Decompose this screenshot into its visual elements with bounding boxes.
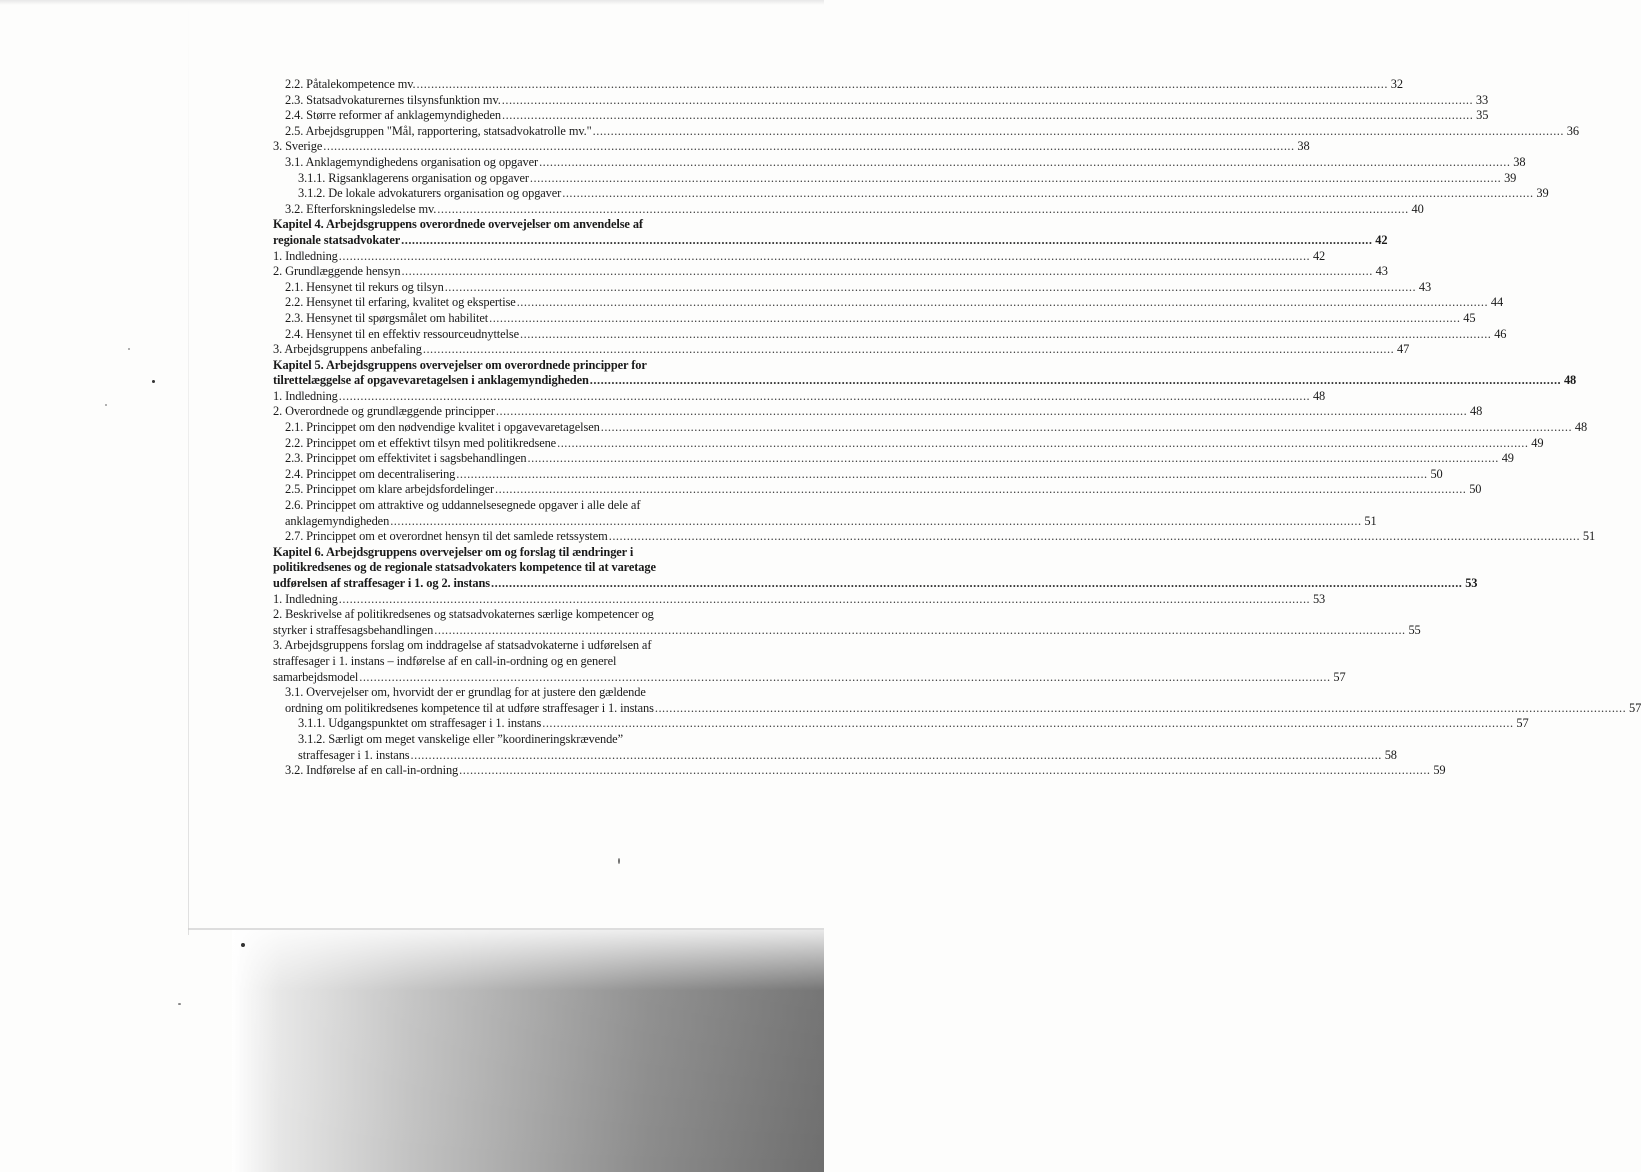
toc-dot-leader	[528, 451, 1499, 467]
toc-entry-title: 3.2. Indførelse af en call-in-ordning	[285, 763, 459, 778]
toc-dot-leader	[557, 436, 1528, 452]
toc-entry[interactable]	[273, 77, 1403, 93]
toc-entry-title: 2.1. Princippet om den nødvendige kvalitet i opgavevaretagelsen	[285, 420, 600, 435]
toc-dot-leader	[601, 420, 1572, 436]
toc-entry-title: 2.2. Påtalekompetence mv.	[285, 77, 416, 91]
toc-entry-title: 2.1. Hensynet til rekurs og tilsyn	[285, 279, 444, 294]
toc-dot-leader	[590, 373, 1561, 389]
scan-speck	[105, 404, 107, 406]
scan-top-edge	[0, 0, 824, 5]
toc-chapter-entry[interactable]	[273, 217, 1388, 248]
toc-entry-title: udførelsen af straffesager i 1. og 2. instans	[273, 576, 491, 590]
toc-page-number: 59	[1433, 763, 1446, 778]
toc-dot-leader	[456, 467, 1427, 483]
toc-page-number: 42	[1375, 232, 1388, 247]
toc-page-number: 57	[1516, 716, 1529, 731]
scan-speck	[152, 380, 155, 383]
toc-dot-leader	[411, 748, 1382, 764]
toc-page-number: 49	[1531, 435, 1544, 450]
toc-entry[interactable]	[273, 420, 1588, 436]
toc-page-number: 50	[1469, 482, 1482, 497]
toc-entry[interactable]	[273, 498, 1377, 529]
toc-entry-title: 3. Sverige	[273, 139, 323, 154]
toc-entry-title: 2.5. Arbejdsgruppen "Mål, rapportering, statsadvokatrolle mv."	[285, 123, 592, 138]
toc-page-number: 49	[1501, 451, 1514, 466]
toc-page-number: 51	[1364, 513, 1377, 528]
toc-entry-title: 2.4. Større reformer af anklagemyndigheden	[285, 108, 501, 123]
toc-page-number: 42	[1312, 248, 1326, 263]
toc-page-number: 48	[1312, 388, 1326, 403]
toc-entry[interactable]	[273, 763, 1446, 779]
toc-entry-title: 2.4. Princippet om decentralisering	[285, 466, 456, 481]
toc-entry[interactable]	[273, 326, 1507, 343]
scan-speck	[178, 1003, 181, 1005]
toc-dot-leader	[496, 404, 1467, 420]
toc-entry-title: 2.2. Princippet om et effektivt tilsyn med politikredsene	[285, 435, 557, 450]
toc-page-number: 55	[1408, 622, 1421, 637]
toc-entry-title-line: Kapitel 5. Arbejdsgruppens overvejelser om overordnede principper for	[273, 357, 647, 372]
toc-dot-leader	[323, 139, 1294, 155]
toc-entry-title-line: Kapitel 6. Arbejdsgruppens overvejelser om og forslag til ændringer i	[273, 544, 634, 559]
toc-chapter-entry[interactable]	[273, 544, 1478, 592]
toc-entry[interactable]	[273, 607, 1421, 638]
toc-page-number: 40	[1411, 201, 1424, 216]
toc-entry[interactable]	[273, 139, 1310, 155]
toc-page-number: 32	[1390, 77, 1403, 91]
toc-entry-title: straffesager i 1. instans	[298, 747, 410, 762]
toc-page-number: 43	[1375, 264, 1388, 279]
toc-entry-title: 3.2. Efterforskningsledelse mv.	[285, 201, 437, 216]
toc-entry-title: 2. Overordnede og grundlæggende principper	[273, 404, 495, 419]
toc-entry[interactable]	[273, 186, 1549, 202]
toc-page-number: 46	[1494, 326, 1507, 341]
toc-entry[interactable]	[273, 201, 1424, 218]
toc-dot-leader	[390, 514, 1361, 530]
toc-dot-leader	[542, 716, 1513, 732]
toc-entry[interactable]	[273, 170, 1517, 187]
toc-entry-title: styrker i straffesagsbehandlingen	[273, 622, 434, 637]
toc-dot-leader	[495, 482, 1466, 498]
toc-entry[interactable]	[273, 295, 1504, 311]
toc-entry-title: anklagemyndigheden	[285, 513, 390, 528]
toc-entry[interactable]	[273, 264, 1388, 280]
paper-edge	[188, 0, 189, 935]
scan-speck	[618, 858, 620, 864]
toc-entry-title: tilrettelæggelse af opgavevaretagelsen i anklagemyndigheden	[273, 373, 589, 388]
toc-entry-title: 2. Grundlæggende hensyn	[273, 264, 401, 279]
toc-entry-title: 2.5. Princippet om klare arbejdsfordelinger	[285, 482, 495, 497]
toc-entry[interactable]	[273, 154, 1526, 171]
toc-dot-leader	[401, 233, 1372, 249]
toc-dot-leader	[459, 763, 1430, 779]
toc-dot-leader	[517, 295, 1488, 311]
toc-dot-leader	[437, 202, 1408, 218]
toc-dot-leader	[609, 529, 1580, 545]
toc-dot-leader	[539, 155, 1510, 171]
toc-dot-leader	[502, 93, 1473, 109]
toc-page-number: 38	[1297, 139, 1310, 154]
toc-entry-title: 3. Arbejdsgruppens anbefaling	[273, 342, 422, 357]
toc-entry[interactable]	[273, 451, 1514, 467]
scan-speck	[128, 348, 130, 350]
toc-page-number: 53	[1465, 576, 1478, 590]
toc-dot-leader	[593, 124, 1564, 140]
toc-entry-title-line: 3.1.2. Særligt om meget vanskelige eller ”koordineringskrævende”	[298, 731, 623, 746]
toc-entry[interactable]	[273, 466, 1443, 483]
toc-entry-title: 3.1.1. Udgangspunktet om straffesager i 1. instans	[298, 716, 542, 731]
toc-chapter-entry[interactable]	[273, 357, 1577, 389]
table-of-contents	[273, 77, 1641, 779]
toc-entry-title-line: 3.1. Overvejelser om, hvorvidt der er grundlag for at justere den gældende	[285, 685, 646, 700]
toc-entry[interactable]	[273, 685, 1641, 716]
toc-entry-title: 3.1.1. Rigsanklagerens organisation og opgaver	[298, 170, 529, 185]
toc-page-number: 48	[1470, 404, 1483, 419]
toc-entry[interactable]	[273, 435, 1544, 452]
toc-entry-title-line: 3. Arbejdsgruppens forslag om inddragelse af statsadvokaterne i udførelsen af	[273, 638, 652, 653]
toc-entry-title: 2.4. Hensynet til en effektiv ressourceudnyttelse	[285, 326, 520, 341]
toc-entry-title: regionale statsadvokater	[273, 232, 401, 247]
scan-speck	[241, 943, 245, 947]
toc-dot-leader	[434, 623, 1405, 639]
toc-entry-title: 3.1. Anklagemyndighedens organisation og opgaver	[285, 154, 539, 169]
toc-entry[interactable]	[273, 310, 1476, 327]
toc-page-number: 57	[1629, 700, 1641, 715]
toc-page-number: 39	[1536, 186, 1549, 201]
toc-entry[interactable]	[273, 123, 1579, 140]
toc-dot-leader	[489, 311, 1460, 327]
toc-dot-leader	[530, 171, 1501, 187]
toc-page-number: 33	[1475, 92, 1489, 107]
toc-dot-leader	[339, 249, 1310, 265]
toc-entry[interactable]	[273, 404, 1483, 420]
toc-dot-leader	[491, 576, 1462, 592]
toc-dot-leader	[339, 389, 1310, 405]
toc-entry-title: 2.3. Hensynet til spørgsmålet om habilitet	[285, 310, 489, 325]
toc-entry-title-line: politikredsenes og de regionale statsadvokaters kompetence til at varetage	[273, 560, 656, 575]
toc-entry-title: 3.1.2. De lokale advokaturers organisation og opgaver	[298, 186, 562, 201]
toc-entry-title-line: 2.6. Princippet om attraktive og uddannelsesegnede opgaver i alle dele af	[285, 498, 641, 513]
toc-dot-leader	[423, 342, 1394, 358]
toc-page-number: 45	[1463, 310, 1476, 325]
toc-dot-leader	[562, 186, 1533, 202]
toc-entry-title: 1. Indledning	[273, 388, 338, 403]
toc-entry-title: 2.2. Hensynet til erfaring, kvalitet og ekspertise	[285, 295, 516, 310]
toc-entry[interactable]	[273, 591, 1326, 608]
toc-entry-title-line: Kapitel 4. Arbejdsgruppens overordnede overvejelser om anvendelse af	[273, 217, 643, 232]
toc-page-number: 57	[1333, 669, 1346, 684]
toc-entry-title: 2.7. Princippet om et overordnet hensyn til det samlede retssystem	[285, 529, 608, 544]
toc-page-number: 51	[1582, 529, 1596, 544]
toc-entry[interactable]	[273, 108, 1489, 124]
toc-entry[interactable]	[273, 482, 1482, 498]
toc-dot-leader	[655, 701, 1626, 717]
toc-entry-title: ordning om politikredsenes kompetence til at udføre straffesager i 1. instans	[285, 700, 654, 715]
toc-page-number: 50	[1430, 466, 1443, 481]
toc-dot-leader	[502, 108, 1473, 124]
toc-entry[interactable]	[273, 529, 1596, 545]
toc-dot-leader	[520, 327, 1491, 343]
toc-entry[interactable]	[273, 731, 1397, 763]
toc-entry[interactable]	[273, 279, 1432, 296]
toc-page-number: 47	[1397, 342, 1410, 357]
toc-dot-leader	[339, 592, 1310, 608]
toc-page-number: 39	[1504, 170, 1517, 185]
toc-page-number: 38	[1513, 154, 1526, 169]
toc-entry[interactable]	[273, 248, 1326, 265]
toc-entry-title: 2.3. Statsadvokaturernes tilsynsfunktion mv.	[285, 92, 501, 107]
toc-entry-title-line: 2. Beskrivelse af politikredsenes og statsadvokaternes særlige kompetencer og	[273, 607, 654, 622]
toc-dot-leader	[417, 77, 1388, 93]
toc-entry[interactable]	[273, 342, 1410, 358]
toc-entry[interactable]	[273, 388, 1326, 405]
toc-entry-title: samarbejdsmodel	[273, 669, 359, 684]
scan-shadow	[232, 930, 824, 1172]
toc-entry-title: 1. Indledning	[273, 248, 338, 263]
toc-page-number: 43	[1418, 279, 1432, 294]
toc-entry[interactable]	[273, 638, 1346, 685]
toc-page-number: 58	[1384, 747, 1397, 762]
toc-dot-leader	[359, 670, 1330, 686]
toc-entry[interactable]	[273, 716, 1529, 732]
toc-entry[interactable]	[273, 92, 1489, 109]
toc-page-number: 48	[1574, 420, 1588, 435]
toc-dot-leader	[401, 264, 1372, 280]
toc-dot-leader	[445, 280, 1416, 296]
toc-entry-title: 1. Indledning	[273, 591, 338, 606]
toc-page-number: 48	[1563, 373, 1577, 388]
toc-entry-title-line: straffesager i 1. instans – indførelse af en call-in-ordning og en generel	[273, 653, 617, 668]
toc-page-number: 53	[1312, 591, 1326, 606]
toc-page-number: 36	[1566, 123, 1579, 138]
toc-page-number: 35	[1476, 108, 1489, 123]
toc-entry-title: 2.3. Princippet om effektivitet i sagsbehandlingen	[285, 451, 527, 466]
toc-page-number: 44	[1490, 295, 1504, 310]
